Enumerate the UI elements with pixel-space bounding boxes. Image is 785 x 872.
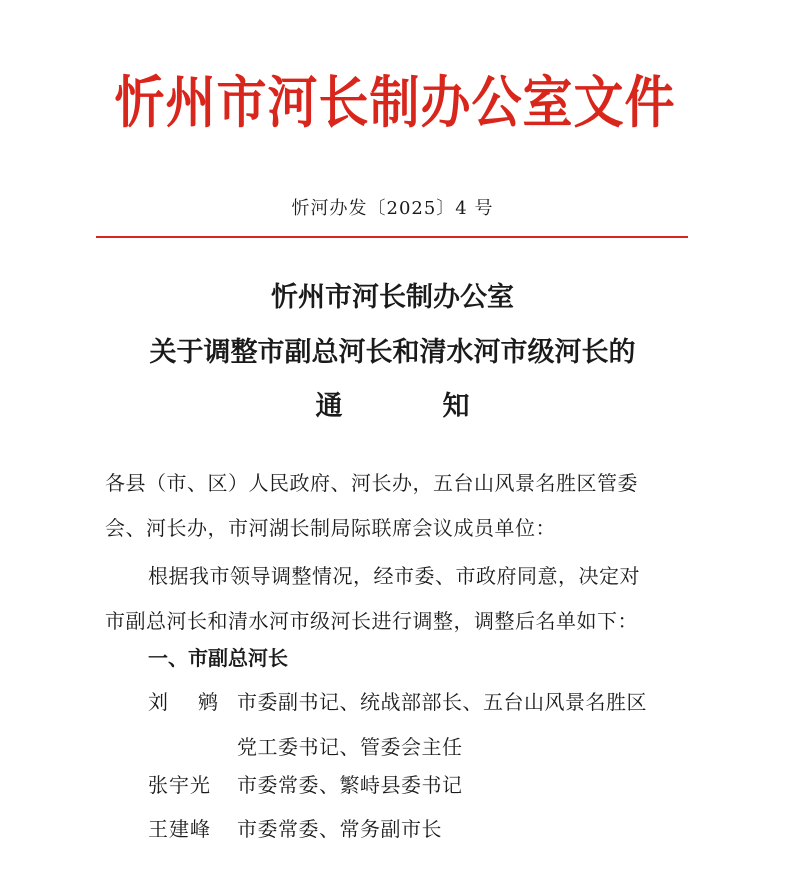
notice-title-line-2: 关于调整市副总河长和清水河市级河长的 xyxy=(149,337,636,368)
member-role: 市委副书记、统战部部长、五台山风景名胜区 xyxy=(237,690,647,714)
addressee-line-1: 各县（市、区）人民政府、河长办，五台山风景名胜区管委 xyxy=(105,471,638,495)
member-role-continued: 党工委书记、管委会主任 xyxy=(237,735,463,759)
notice-title-word-right: 知 xyxy=(442,391,470,422)
document-header-title: 忻州市河长制办公室文件 xyxy=(114,70,676,136)
notice-title-line-3 xyxy=(0,389,785,425)
member-name: 刘鹓 xyxy=(148,690,248,714)
member-name: 王建峰 xyxy=(148,817,211,841)
member-role: 市委常委、常务副市长 xyxy=(237,817,442,841)
notice-title-line-1: 忻州市河长制办公室 xyxy=(271,282,514,313)
section-1-heading: 一、市副总河长 xyxy=(148,646,288,670)
member-role: 市委常委、繁峙县委书记 xyxy=(237,773,463,797)
intro-paragraph-line-2: 市副总河长和清水河市级河长进行调整，调整后名单如下： xyxy=(105,609,638,633)
member-name: 张宇光 xyxy=(148,773,211,797)
red-divider-line xyxy=(96,236,688,238)
notice-title-word-left: 通 xyxy=(315,391,343,422)
intro-paragraph-line-1: 根据我市领导调整情况，经市委、市政府同意，决定对 xyxy=(148,564,640,588)
addressee-line-2: 会、河长办，市河湖长制局际联席会议成员单位： xyxy=(105,516,556,540)
document-number: 忻河办发〔2025〕4 号 xyxy=(291,198,494,219)
